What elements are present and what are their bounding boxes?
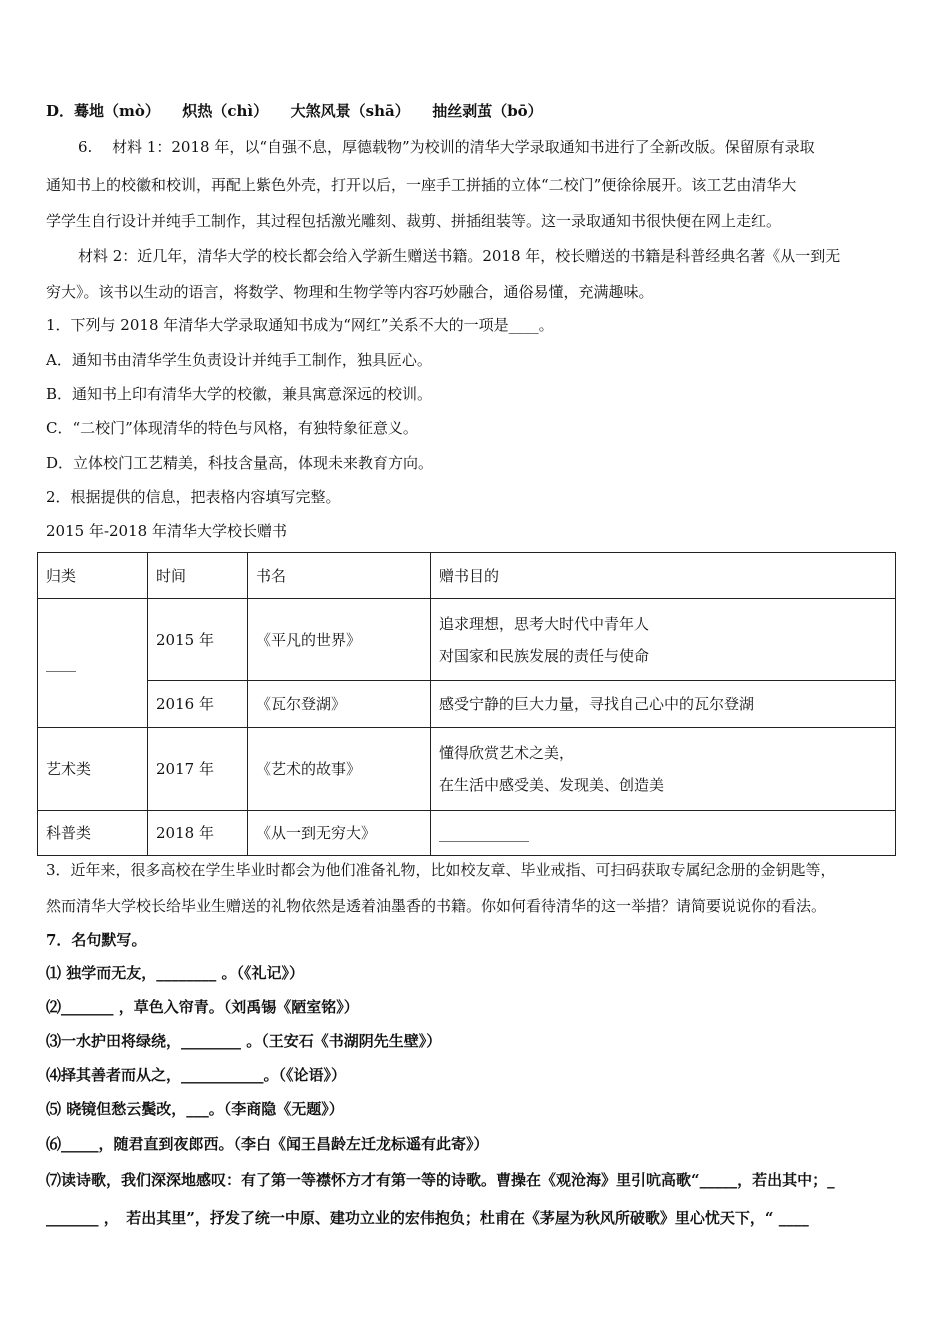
header-cell: 书名 — [248, 553, 431, 599]
header-cell: 赠书目的 — [431, 553, 896, 599]
purpose-cell: 感受宁静的巨大力量，寻找自己心中的瓦尔登湖 — [431, 681, 896, 728]
option-b: B．通知书上印有清华大学的校徽，兼具寓意深远的校训。 — [46, 385, 433, 403]
table-row — [38, 599, 896, 681]
question-3-line: 然而清华大学校长给毕业生赠送的礼物依然是透着油墨香的书籍。你如何看待清华的这一举措？请简要说说你的看法。 — [46, 897, 827, 915]
header-cell: 时间 — [148, 553, 248, 599]
material-line: 学学生自行设计并纯手工制作，其过程包括激光雕刻、裁剪、拼插组装等。这一录取通知书很快便在网上走红。 — [46, 212, 782, 230]
table-title: 2015 年-2018 年清华大学校长赠书 — [46, 522, 287, 540]
material-line: 通知书上的校徽和校训，再配上紫色外壳，打开以后，一座手工拼插的立体“二校门”便徐徐展开。该工艺由清华大 — [46, 176, 797, 194]
book-cell: 《平凡的世界》 — [248, 599, 431, 681]
material-line: 穷大》。该书以生动的语言，将数学、物理和生物学等内容巧妙融合，通俗易懂，充满趣味。 — [46, 283, 654, 301]
purpose-blank: ____________ — [431, 811, 896, 856]
book-cell: 《艺术的故事》 — [248, 728, 431, 811]
purpose-line: 在生活中感受美、发现美、创造美 — [439, 776, 665, 794]
material-line: 6. 材料 1：2018 年，以“自强不息，厚德载物”为校训的清华大学录取通知书进行了全新改版。保留原有录取 — [78, 138, 815, 156]
purpose-cell — [431, 599, 896, 681]
q5-option-d: D．蓦地（mò） 炽热（chì） 大煞风景（shā） 抽丝剥茧（bō） — [46, 102, 543, 120]
q7-item: ⑺读诗歌，我们深深地感叹：有了第一等襟怀方才有第一等的诗歌。曹操在《观沧海》里引吭高歌“_____，若出其中；_ — [46, 1171, 835, 1189]
book-cell: 《从一到无穷大》 — [248, 811, 431, 856]
q7-title: 7．名句默写。 — [46, 931, 147, 949]
question-3-line: 3．近年来，很多高校在学生毕业时都会为他们准备礼物，比如校友章、毕业戒指、可扫码获取专属纪念册的金钥匙等， — [46, 861, 836, 879]
q7-item: ⑵_______ ，草色入帘青。（刘禹锡《陋室铭》） — [46, 998, 359, 1016]
purpose-line: 对国家和民族发展的责任与使命 — [439, 646, 650, 665]
table-row — [38, 681, 896, 728]
purpose-line: 追求理想，思考大时代中青年人 — [439, 614, 650, 633]
q7-item: ⑶一水护田将绿绕，________ 。（王安石《书湖阴先生壁》） — [46, 1032, 442, 1050]
q7-item: ⑷择其善者而从之，___________。（《论语》） — [46, 1066, 347, 1084]
year-cell: 2015 年 — [148, 599, 248, 681]
q7-item: ⑸ 晓镜但愁云鬓改，___。（李商隐《无题》） — [46, 1100, 344, 1118]
book-cell: 《瓦尔登湖》 — [248, 681, 431, 728]
option-d: D．立体校门工艺精美，科技含量高，体现未来教育方向。 — [46, 454, 434, 472]
q7-item: ⑹_____，随君直到夜郎西。（李白《闻王昌龄左迁龙标遥有此寄》） — [46, 1135, 489, 1153]
purpose-line: 懂得欣赏艺术之美， — [439, 744, 575, 762]
question-2: 2．根据提供的信息，把表格内容填写完整。 — [46, 488, 341, 506]
table-row — [38, 728, 896, 811]
option-a: A．通知书由清华学生负责设计并纯手工制作，独具匠心。 — [46, 351, 432, 369]
year-cell: 2016 年 — [148, 681, 248, 728]
table-header-row — [38, 553, 896, 599]
q7-item: _______ ， 若出其里”，抒发了统一中原、建功立业的宏伟抱负；杜甫在《茅屋为秋风所破歌》里心忧天下，“ ____ — [46, 1209, 809, 1227]
year-cell: 2017 年 — [148, 728, 248, 811]
material-line: 材料 2：近几年，清华大学的校长都会给入学新生赠送书籍。2018 年，校长赠送的书籍是科普经典名著《从一到无 — [78, 247, 841, 265]
category-cell: 艺术类 — [38, 728, 148, 811]
q7-item: ⑴ 独学而无友，________ 。（《礼记》） — [46, 964, 304, 982]
question-1: 1．下列与 2018 年清华大学录取通知书成为“网红”关系不大的一项是____。 — [46, 316, 554, 334]
year-cell: 2018 年 — [148, 811, 248, 856]
option-c: C．“二校门”体现清华的特色与风格，有独特象征意义。 — [46, 419, 418, 437]
table-row — [38, 811, 896, 856]
category-cell: 科普类 — [38, 811, 148, 856]
category-blank: ____ — [38, 599, 148, 728]
gift-books-table — [37, 552, 896, 856]
purpose-cell — [431, 728, 896, 811]
header-cell: 归类 — [38, 553, 148, 599]
